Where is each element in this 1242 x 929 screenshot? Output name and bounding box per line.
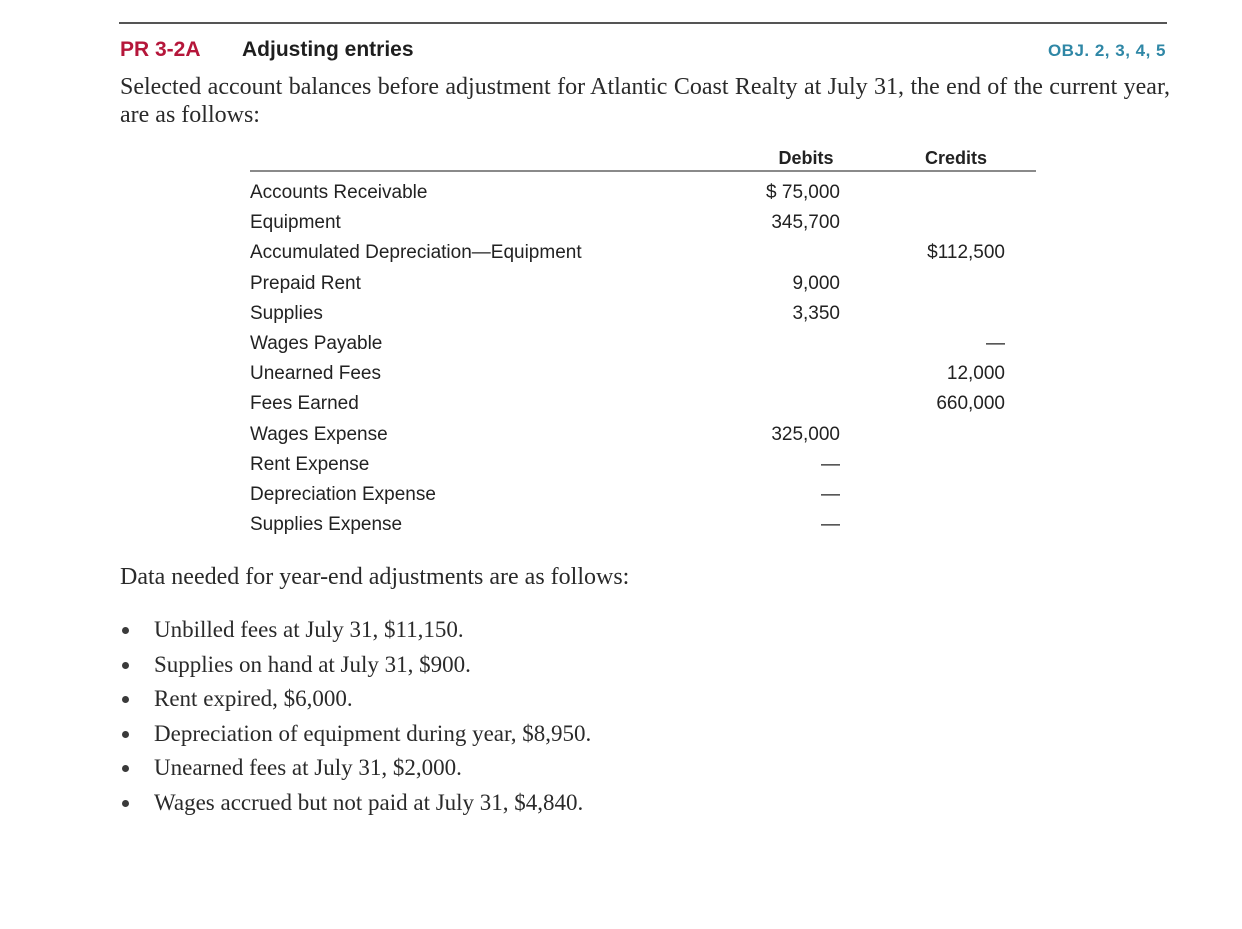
account-name: Depreciation Expense bbox=[250, 483, 436, 505]
list-item bbox=[120, 686, 591, 721]
table-row bbox=[250, 420, 1036, 450]
top-divider bbox=[119, 22, 1167, 24]
problem-header bbox=[120, 38, 1168, 66]
debit-amount: 3,350 bbox=[792, 302, 840, 324]
debit-amount: $ 75,000 bbox=[766, 182, 840, 203]
debit-amount: 345,700 bbox=[771, 212, 840, 234]
bullet-icon bbox=[122, 765, 129, 772]
intro-paragraph: Selected account balances before adjustment for Atlantic Coast Realty at July 31, the end of the current year, are as follows: bbox=[120, 74, 1170, 128]
credit-amount: — bbox=[986, 332, 1005, 354]
table-row bbox=[250, 299, 1036, 329]
account-name: Supplies bbox=[250, 302, 323, 324]
bullet-icon bbox=[122, 731, 129, 738]
bullet-icon bbox=[122, 696, 129, 703]
adjustment-text: Depreciation of equipment during year, $8,950. bbox=[154, 720, 592, 746]
table-header bbox=[250, 146, 1036, 172]
account-name: Fees Earned bbox=[250, 393, 359, 415]
debit-amount: 9,000 bbox=[792, 272, 840, 294]
account-name: Prepaid Rent bbox=[250, 272, 361, 294]
problem-number: PR 3-2A bbox=[120, 38, 201, 61]
table-row bbox=[250, 329, 1036, 359]
debit-amount: — bbox=[821, 514, 840, 536]
adjustment-text: Wages accrued but not paid at July 31, $4,840. bbox=[154, 789, 584, 815]
adjustment-text: Supplies on hand at July 31, $900. bbox=[154, 651, 471, 677]
list-item bbox=[120, 652, 591, 687]
debit-amount: 325,000 bbox=[771, 423, 840, 445]
table-row bbox=[250, 359, 1036, 389]
account-name: Wages Payable bbox=[250, 332, 383, 354]
debits-column-header: Debits bbox=[778, 148, 834, 168]
list-item bbox=[120, 617, 591, 652]
list-item bbox=[120, 790, 591, 825]
credit-amount: 12,000 bbox=[946, 363, 1005, 385]
account-name: Accounts Receivable bbox=[250, 182, 428, 203]
problem-title: Adjusting entries bbox=[242, 38, 414, 61]
debit-amount: — bbox=[821, 453, 840, 475]
debit-amount: — bbox=[821, 483, 840, 505]
adjustment-text: Unearned fees at July 31, $2,000. bbox=[154, 755, 462, 780]
adjustment-text: Rent expired, $6,000. bbox=[154, 686, 353, 711]
account-name: Rent Expense bbox=[250, 453, 370, 475]
credits-column-header: Credits bbox=[924, 148, 987, 168]
table-row bbox=[250, 238, 1036, 268]
adjustments-list bbox=[120, 617, 591, 824]
table-row bbox=[250, 269, 1036, 299]
adjustments-heading: Data needed for year-end adjustments are as follows: bbox=[120, 564, 630, 590]
table-row bbox=[250, 480, 1036, 510]
table-body bbox=[250, 178, 1036, 540]
table-row bbox=[250, 389, 1036, 419]
table-row bbox=[250, 450, 1036, 480]
bullet-icon bbox=[122, 627, 129, 634]
table-row bbox=[250, 178, 1036, 208]
bullet-icon bbox=[122, 662, 129, 669]
account-balances-table bbox=[250, 146, 1036, 540]
objectives-label: OBJ. 2, 3, 4, 5 bbox=[1047, 41, 1166, 60]
account-name: Equipment bbox=[250, 212, 341, 234]
adjustment-text: Unbilled fees at July 31, $11,150. bbox=[154, 617, 464, 642]
account-name: Wages Expense bbox=[250, 423, 388, 445]
credit-amount: 660,000 bbox=[936, 393, 1005, 415]
table-row bbox=[250, 208, 1036, 238]
account-name: Supplies Expense bbox=[250, 514, 403, 536]
bullet-icon bbox=[122, 800, 129, 807]
account-name: Accumulated Depreciation—Equipment bbox=[250, 242, 582, 264]
credit-amount: $112,500 bbox=[927, 242, 1005, 264]
table-row bbox=[250, 510, 1036, 540]
list-item bbox=[120, 755, 591, 790]
list-item bbox=[120, 721, 591, 756]
account-name: Unearned Fees bbox=[250, 363, 381, 385]
